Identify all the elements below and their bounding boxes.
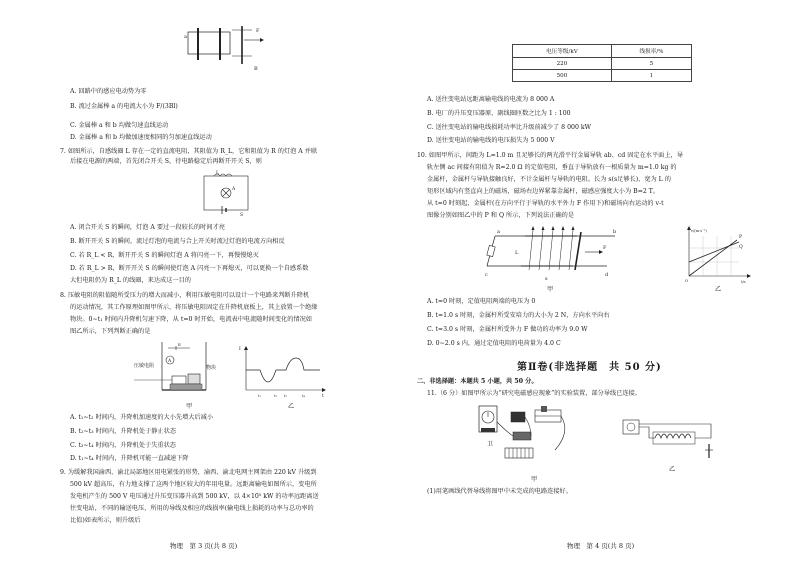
q10-option-a: A. t=0 时刻，定值电阻两端的电压为 0: [427, 298, 536, 305]
table-cell: 220: [513, 58, 612, 70]
q9-stem-line-1: 9. 为缓解我国渝西、渝北局部地区用电紧张的形势，渝西、渝北电网主网架由 220 kV 升级到: [60, 469, 317, 476]
q8-stem-line-2: 的运动情况，其工作原理如图甲所示，将压敏电阻固定在升降机底板上，其上放置一个绝缘: [70, 304, 318, 311]
q7-stem-line-1: 7. 如图所示，自感线圈 L 存在一定的直流电阻，其阻值为 R_L，它和阻值为 R 的灯泡 A 并联: [60, 148, 318, 155]
q10-option-d: D. 0~2.0 s 内，通过定值电阻的电荷量为 4.0 C: [427, 340, 561, 347]
table-row: [513, 58, 692, 70]
q7-option-d-line-1: D. 若 R_L > R，断开开关 S 的瞬间使灯泡 A 闪亮一下再熄灭，可以更换一个自感系数: [70, 265, 309, 272]
svg-text:O: O: [685, 279, 688, 283]
q8-block-label: 物块: [206, 365, 217, 371]
q10-stem-line-6: 图像分别如图乙中的 P 和 Q 所示，下列说法正确的是: [427, 212, 575, 219]
svg-text:S: S: [240, 213, 244, 218]
q6-option-b: B. 流过金属棒 a 的电流大小为 F/(3Bl): [70, 103, 178, 110]
q9-stem-line-5: 比值)如表所示，则升级后: [70, 517, 141, 524]
q8-stem-line-3: 物块。0~t₁ 时间内升降机匀速下降，从 t=0 时开始，电流表中电流随时间变化的情况如: [70, 316, 312, 323]
q8-caption-right: 乙: [288, 403, 295, 410]
q10-stem-line-4: 矩形区域内有竖直向上的磁场，磁场右边界紧靠金属杆，磁感应强度大小为 B=2 T。: [427, 188, 660, 195]
svg-text:t₄: t₄: [302, 394, 305, 398]
svg-text:c: c: [485, 272, 488, 278]
q10-rails-figure: [485, 222, 625, 284]
q6-option-d: D. 金属棒 a 和 b 均做加速度相同的匀加速直线运动: [70, 134, 212, 141]
q8-stem-line-1: 8. 压敏电阻的阻值随所受压力的增大而减小，利用压敏电阻可以设计一个电路来判断升降机: [60, 292, 310, 299]
svg-text:t: t: [322, 394, 324, 398]
q10-axis-v-label: v/(m·s⁻¹): [691, 229, 707, 233]
q6-option-a: A. 回路中的感应电动势为零: [70, 88, 147, 95]
q9-option-a: A. 送往变电站远距离输电线的电流为 8 000 A: [427, 96, 555, 103]
q7-option-b: B. 断开开关 S 的瞬间，流过灯泡的电流与合上开关时流过灯泡的电流方向相反: [70, 238, 285, 245]
svg-text:b: b: [613, 229, 617, 235]
q10-option-c: C. t=3.0 s 时刻，金属杆所受外力 F 做功的功率为 9.0 W: [427, 326, 588, 333]
q8-option-a: A. t₁~t₂ 时间内，升降机加速度的大小先增大后减小: [70, 414, 214, 421]
q7-option-d-line-2: 大但电阻仍为 R_L 的线圈，来达成这一目的: [70, 277, 191, 284]
q6-rails-figure: [176, 20, 266, 80]
svg-text:F: F: [256, 28, 260, 34]
q10-stem-line-1: 10. 如图甲所示，间距为 L=1.0 m 且足够长的两光滑平行金属导轨 ab、cd 固定在水平面上，导: [417, 152, 683, 159]
q8-option-d: D. t₁~t₄ 时间内，升降机可能一直减速下降: [70, 455, 189, 462]
table-header-cell: 线损率/%: [611, 45, 691, 58]
q11-coil-figure: [615, 414, 725, 464]
table-header-cell: 电压等级/kV: [513, 45, 612, 58]
svg-text:F: F: [603, 245, 607, 251]
svg-text:L: L: [216, 171, 219, 176]
table-row: [513, 70, 692, 82]
left-page-footer: 物理 第 3 页(共 8 页): [170, 542, 238, 550]
q11-stem: 11.（6 分）如图甲所示为“研究电磁感应现象”的实验装置，部分导线已连接。: [427, 390, 641, 397]
right-page: [397, 0, 794, 562]
q10-caption-right: 乙: [715, 286, 722, 293]
q10-caption-left: 甲: [547, 286, 554, 293]
svg-text:A: A: [232, 187, 236, 192]
table-cell: 500: [513, 70, 612, 82]
svg-text:s: s: [545, 276, 548, 282]
q9-option-c: C. 送往变电站的输电线损耗功率比升级前减少了 8 000 kW: [427, 124, 591, 131]
section-note: 二、非选择题：本题共 5 小题，共 50 分。: [417, 378, 538, 385]
svg-text:d: d: [605, 272, 609, 278]
q8-current-graph: [238, 346, 328, 398]
q8-option-b: B. t₂~t₃ 时间内，升降机处于静止状态: [70, 428, 177, 435]
q9-stem-line-3: 发电机产生的 500 V 电压通过升压变压器升高到 500 kV，以 4×10⁵ kW 的功率远距离送: [70, 493, 319, 500]
svg-text:B: B: [254, 66, 258, 72]
svg-text:a: a: [497, 229, 500, 235]
q11-caption-left: 甲: [531, 476, 538, 483]
q9-option-b: B. 电厂的升压变压器原、副线圈匝数之比为 1 : 100: [427, 110, 571, 117]
q10-stem-line-5: 从 t=0 时刻起，金属杆(在方向平行于导轨的水平外力 F 作用下)和磁场向右运动的 v-t: [427, 200, 664, 207]
svg-text:A: A: [168, 359, 172, 364]
q9-option-d: D. 送往变电站的输电线的电压损失为 5 000 V: [427, 137, 555, 144]
q10-stem-line-3: 金属杆，金属杆与导轨接触良好，不计金属杆与导轨的电阻。长为 s(s足够长)、宽为 L 的: [427, 176, 671, 183]
q10-line-q-label: Q: [739, 245, 743, 250]
q8-caption-left: 甲: [186, 403, 193, 410]
q6-option-c: C. 金属棒 a 和 b 均做匀速直线运动: [70, 122, 169, 129]
svg-text:I: I: [239, 347, 241, 352]
q8-sensor-label: 压敏电阻: [134, 363, 155, 369]
q10-line-p-label: P: [739, 235, 743, 240]
table-cell: 5: [611, 58, 691, 70]
svg-text:E: E: [178, 342, 181, 347]
svg-text:t₂: t₂: [274, 394, 277, 398]
table-cell: 1: [611, 70, 691, 82]
q8-stem-line-4: 图乙所示，下列判断正确的是: [70, 328, 151, 335]
q9-stem-line-4: 往变电站，不同的输送电压，所用的导线及相应的线损率(输电线上损耗的功率与总功率的: [70, 505, 314, 512]
q7-option-c: C. 若 R_L < R，断开开关 S 的瞬间灯泡 A 将闪亮一下，再慢慢熄灭: [70, 252, 259, 259]
q11-apparatus-figure: [475, 402, 579, 472]
q11-caption-right: 乙: [669, 466, 676, 473]
table-header-row: [513, 45, 692, 58]
q7-stem-line-2: 后接在电源的两端，首先闭合开关 S，待电路稳定后再断开开关 S，则: [70, 158, 262, 165]
q10-vt-graph: [679, 226, 753, 284]
section-title: 第Ⅱ卷(非选择题 共 50 分): [517, 362, 662, 373]
q8-option-c: C. t₃~t₄ 时间内，升降机处于失重状态: [70, 442, 176, 449]
q10-stem-line-2: 轨左侧 ac 间接有阻值为 R=2.0 Ω 的定值电阻，垂直于导轨放有一根质量为 m=1.0 kg 的: [427, 164, 677, 171]
svg-text:L: L: [515, 250, 519, 256]
q11-sub-question-1: (1)用笔画线代替导线将图甲中未完成的电路连接好。: [427, 488, 572, 495]
q7-circuit-figure: [196, 170, 256, 220]
svg-text:t₃: t₃: [284, 394, 287, 398]
line-loss-table: [512, 44, 692, 82]
q9-stem-line-2: 500 kV 超高压，有力地支撑了这两个地区较大的年用电量。远距离输电如图所示，变电所: [70, 481, 317, 488]
svg-text:a: a: [184, 34, 187, 40]
right-page-footer: 物理 第 4 页(共 8 页): [567, 542, 635, 550]
q10-option-b: B. t=1.0 s 时刻，金属杆所受安培力的大小为 2 N，方向水平向右: [427, 312, 610, 319]
q7-option-a: A. 闭合开关 S 的瞬间，灯泡 A 要过一段较长的时间才亮: [70, 224, 225, 231]
svg-text:卫: 卫: [487, 441, 494, 448]
q10-axis-t-label: t/s: [741, 280, 746, 284]
svg-text:t₁: t₁: [258, 394, 261, 398]
